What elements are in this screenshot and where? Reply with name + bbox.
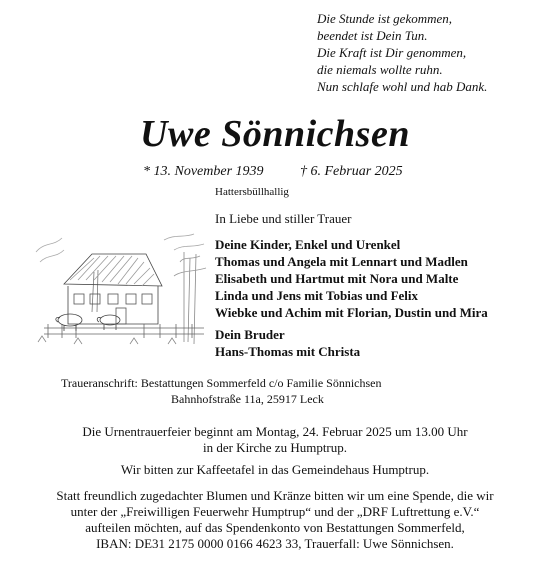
coffee-line: Wir bitten zur Kaffeetafel in das Gemeindehaus Humptrup. bbox=[120, 462, 430, 477]
poem-line: die niemals wollte ruhn. bbox=[317, 62, 443, 77]
family-line: Wiebke und Achim mit Florian, Dustin und Mira bbox=[215, 305, 488, 320]
donation-request bbox=[0, 488, 550, 552]
sibling-line: Dein Bruder bbox=[215, 327, 285, 342]
family-list bbox=[215, 236, 535, 321]
farmhouse-sketch-illustration bbox=[34, 232, 209, 347]
ceremony-line: Die Urnentrauerfeier beginnt am Montag, 24. Februar 2025 um 13.00 Uhr bbox=[82, 424, 468, 439]
donation-line: aufteilen möchten, auf das Spendenkonto von Bestattungen Sommerfeld, bbox=[85, 520, 465, 535]
ceremony-info bbox=[0, 424, 550, 456]
residence-place: Hattersbüllhallig bbox=[215, 186, 289, 198]
poem-line: Die Stunde ist gekommen, bbox=[317, 11, 453, 26]
donation-line: unter der „Freiwilligen Feuerwehr Humptrup“ und der „DRF Luftrettung e.V.“ bbox=[70, 504, 480, 519]
poem-line: beendet ist Dein Tun. bbox=[317, 28, 428, 43]
address-line: Traueranschrift: Bestattungen Sommerfeld c/o Familie Sönnichsen bbox=[61, 376, 382, 390]
donation-line: Statt freundlich zugedachter Blumen und Kränze bitten wir um eine Spende, die wir bbox=[56, 488, 494, 503]
family-line: Deine Kinder, Enkel und Urenkel bbox=[215, 237, 401, 252]
deceased-name: Uwe Sönnichsen bbox=[140, 113, 410, 155]
birth-date: * 13. November 1939 bbox=[143, 164, 264, 179]
family-line: Thomas und Angela mit Lennart und Madlen bbox=[215, 254, 468, 269]
death-date: † 6. Februar 2025 bbox=[300, 164, 403, 179]
poem-line: Die Kraft ist Dir genommen, bbox=[317, 45, 467, 60]
mourning-intro: In Liebe und stiller Trauer bbox=[215, 211, 352, 226]
address-line: Bahnhofstraße 11a, 25917 Leck bbox=[171, 392, 324, 406]
ceremony-line: in der Kirche zu Humptrup. bbox=[202, 440, 348, 455]
sibling-list bbox=[215, 326, 360, 360]
family-line: Linda und Jens mit Tobias und Felix bbox=[215, 288, 419, 303]
poem-line: Nun schlafe wohl und hab Dank. bbox=[317, 79, 488, 94]
donation-line: IBAN: DE31 2175 0000 0166 4623 33, Trauerfall: Uwe Sönnichsen. bbox=[96, 536, 454, 551]
sibling-line: Hans-Thomas mit Christa bbox=[215, 344, 361, 359]
coffee-invitation bbox=[0, 462, 550, 478]
poem bbox=[317, 10, 542, 95]
family-line: Elisabeth und Hartmut mit Nora und Malte bbox=[215, 271, 459, 286]
